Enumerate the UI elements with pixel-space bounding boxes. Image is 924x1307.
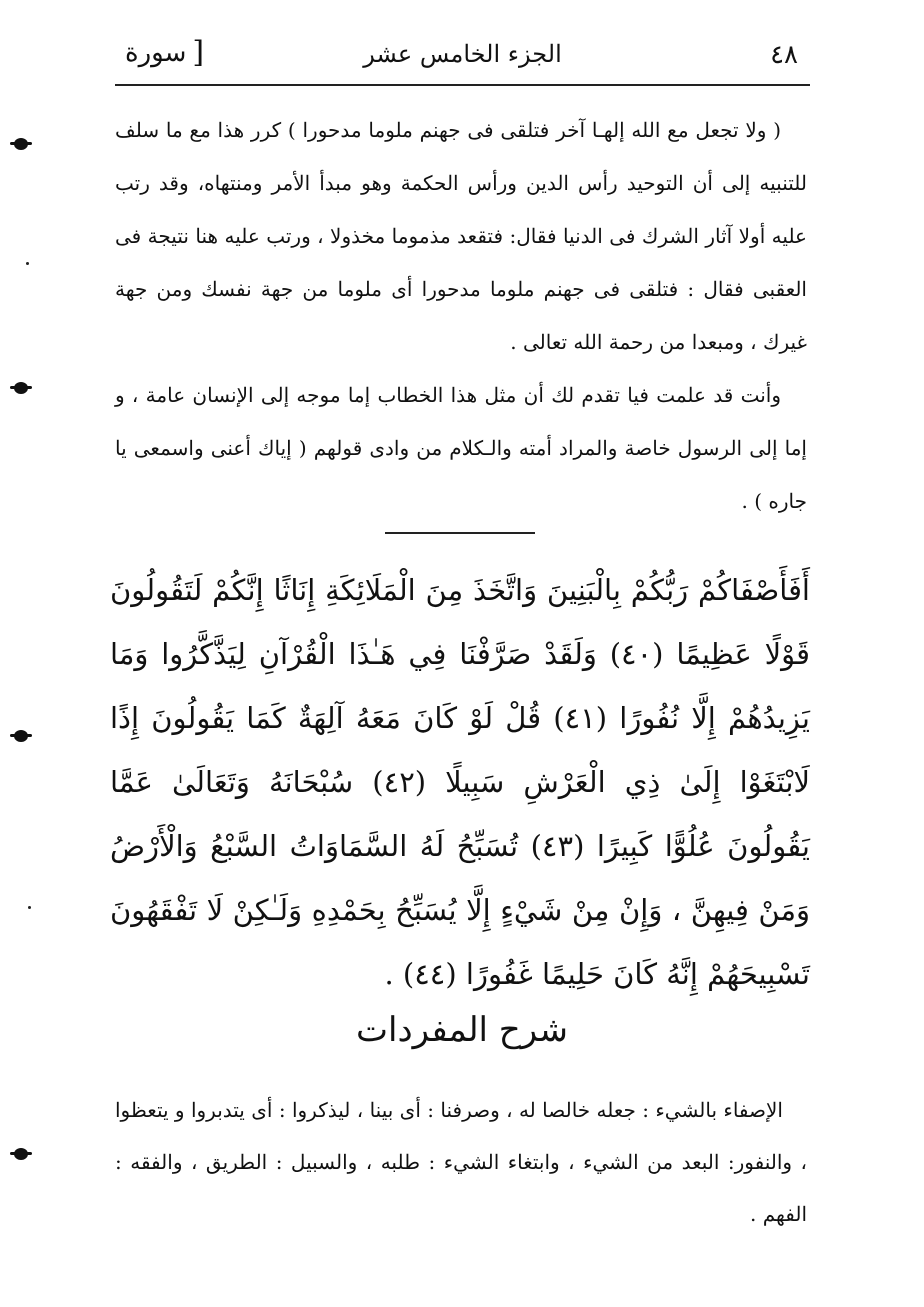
vocabulary-title: شرح المفردات bbox=[355, 1010, 569, 1050]
commentary-paragraph-2: وأنت قد علمت فيا تقدم لك أن مثل هذا الخطاب إما موجه إلى الإنسان عامة ، و إما إلى الرسول خاصة والمراد أمته والـكلام من وادى قولهم ( إياك أعنى واسمعى يا جاره ) . bbox=[115, 383, 807, 513]
binding-hole-mark bbox=[14, 382, 28, 394]
header-rule bbox=[115, 84, 810, 86]
margin-speck bbox=[26, 262, 29, 265]
page-header bbox=[115, 30, 810, 86]
quran-verses: أَفَأَصْفَاكُمْ رَبُّكُمْ بِالْبَنِينَ وَاتَّخَذَ مِنَ الْمَلَائِكَةِ إِنَاثًا إِنَّكُمْ لَتَقُولُونَ قَوْلًا عَظِيمًا (٤٠) وَلَقَدْ صَرَّفْنَا فِي هَـٰذَا الْقُرْآنِ لِيَذَّكَّرُوا وَمَا يَزِيدُهُمْ إِلَّا نُفُورًا (٤١) قُلْ لَوْ كَانَ مَعَهُ آلِهَةٌ كَمَا يَقُولُونَ إِذًا لَابْتَغَوْا إِلَىٰ ذِي الْعَرْشِ سَبِيلًا (٤٢) سُبْحَانَهُ وَتَعَالَىٰ عَمَّا يَقُولُونَ عُلُوًّا كَبِيرًا (٤٣) تُسَبِّحُ لَهُ السَّمَاوَاتُ السَّبْعُ وَالْأَرْضُ وَمَنْ فِيهِنَّ ، وَإِنْ مِنْ شَيْءٍ إِلَّا يُسَبِّحُ بِحَمْدِهِ وَلَـٰكِنْ لَا تَفْقَهُونَ تَسْبِيحَهُمْ إِنَّهُ كَانَ حَلِيمًا غَفُورًا (٤٤) . bbox=[110, 573, 811, 991]
binding-hole-mark bbox=[14, 730, 28, 742]
binding-hole-mark bbox=[14, 1148, 28, 1160]
surah-label: سورة bbox=[125, 38, 187, 68]
section-divider bbox=[385, 532, 535, 534]
page-number: ٤٨ bbox=[770, 40, 798, 70]
margin-speck bbox=[28, 906, 31, 909]
commentary-paragraph-1: ( ولا تجعل مع الله إلهـا آخر فتلقى فى جهنم ملوما مدحورا ) كرر هذا مع ما سلف للتنبيه إلى أن التوحيد رأس الدين ورأس الحكمة وهو مبدأ الأمر ومنتهاه، وقد رتب عليه أولا آثار الشرك فى الدنيا فقال: فتقعد مذموما مخذولا ، ورتب عليه هنا نتيجة فى العقبى فقال : فتلقى فى جهنم ملوما مدحورا أى ملوما من جهة نفسك ومن جهة غيرك ، ومبعدا من رحمة الله تعالى . bbox=[115, 118, 807, 354]
binding-hole-mark bbox=[14, 138, 28, 150]
surah-label-group bbox=[125, 35, 205, 70]
vocabulary-paragraph: الإصفاء بالشيء : جعله خالصا له ، وصرفنا : أى بينا ، ليذكروا : أى يتدبروا و يتعظوا ، والنفور: البعد من الشيء ، وابتغاء الشيء : طلبه ، والسبيل : الطريق ، والفقه : الفهم . bbox=[115, 1098, 807, 1226]
juz-title: الجزء الخامس عشر bbox=[363, 40, 562, 68]
header-bracket: [ bbox=[192, 35, 205, 70]
